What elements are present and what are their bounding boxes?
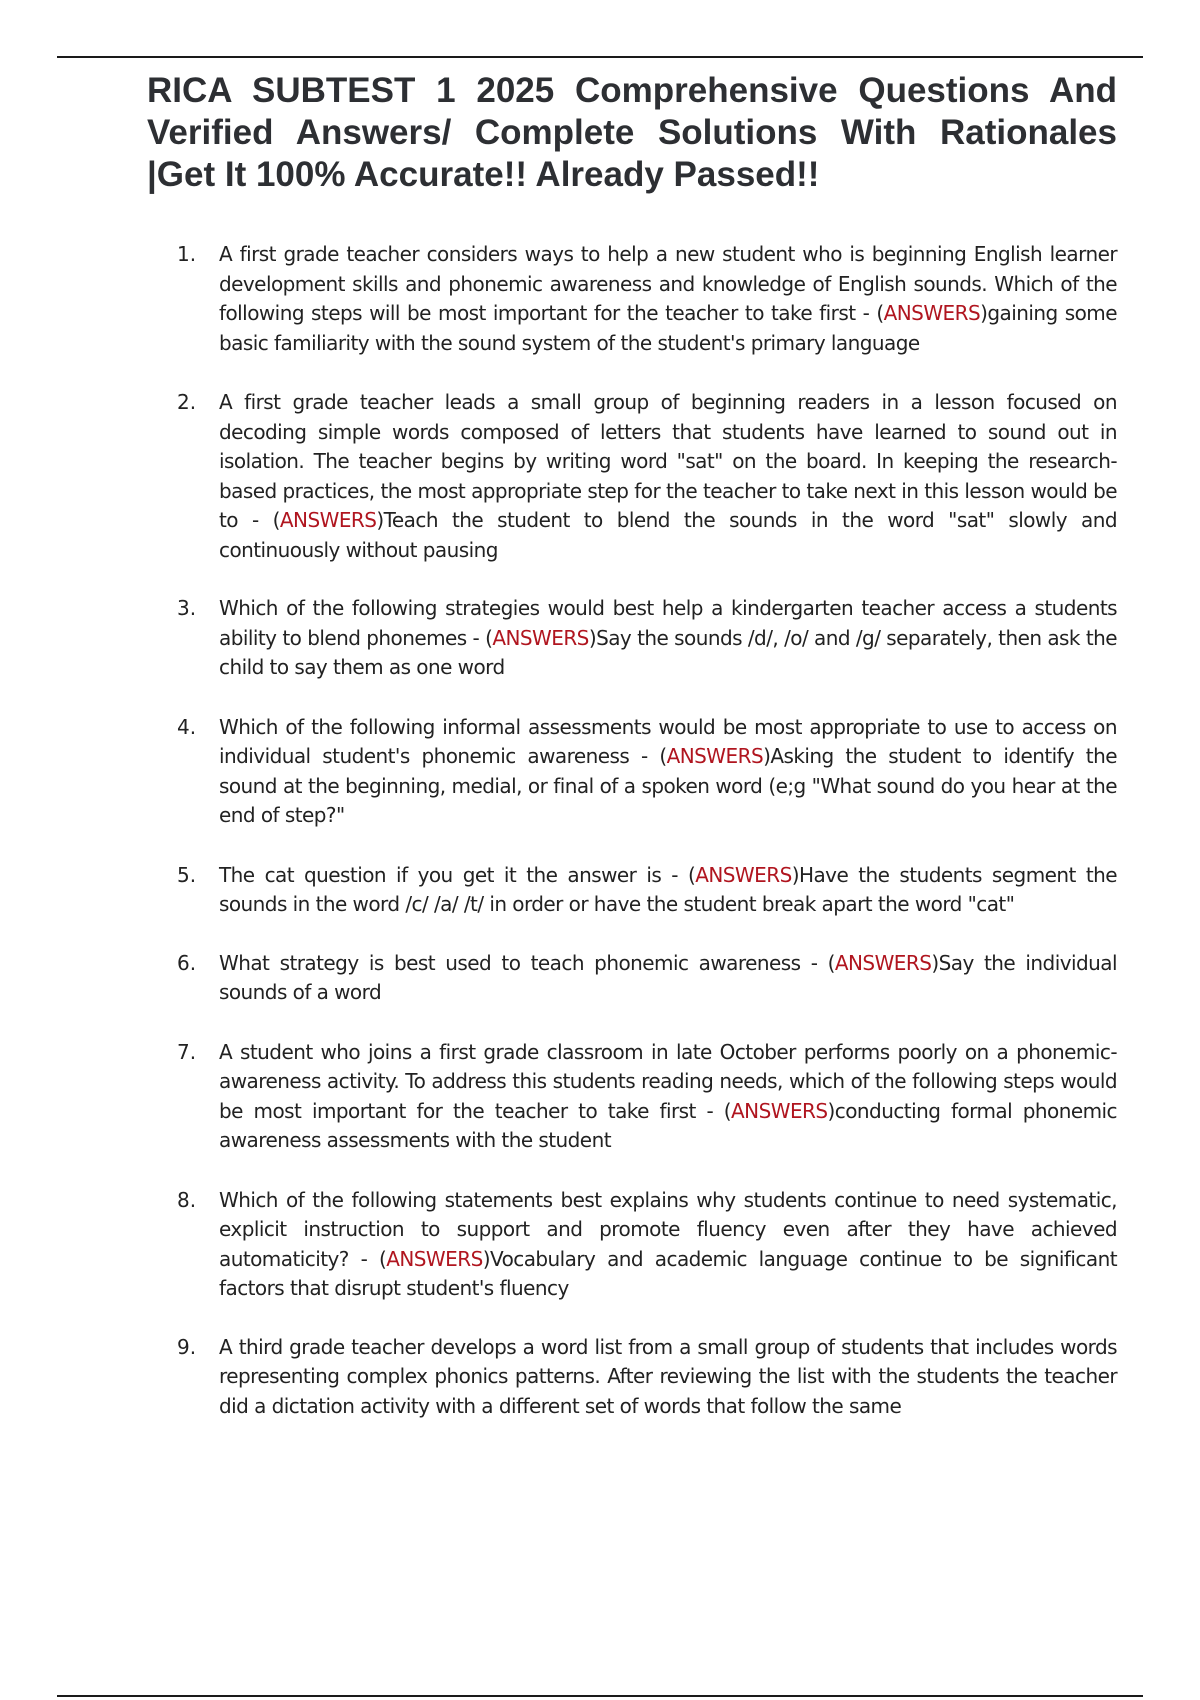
answer-label: ANSWERS: [731, 1098, 828, 1123]
answer-text: )Say the individual sounds of a word: [219, 950, 1117, 1004]
question-number: 4.: [177, 714, 197, 739]
question-item: [147, 861, 1117, 920]
question-item: [147, 240, 1117, 358]
top-rule: [57, 56, 1143, 58]
bottom-rule: [57, 1695, 1143, 1697]
answer-text: )Asking the student to identify the sound at the beginning, medial, or final of a spoken word (e;g "What sound do you hear at the end of step?": [219, 744, 1117, 827]
question-list: [147, 240, 1117, 1421]
answer-text: )conducting formal phonemic awareness assessments with the student: [219, 1098, 1117, 1152]
question-number: 2.: [177, 390, 197, 414]
answer-label: ANSWERS: [386, 1246, 483, 1271]
question-text: A first grade teacher considers ways to help a new student who is beginning English learner development skills and phonemic awareness and knowledge of English sounds. Which of the following steps will be most important for the teacher to take first - (: [219, 242, 1117, 325]
question-text: Which of the following informal assessments would be most appropriate to use to access on individual student's phonemic awareness - (: [219, 714, 1117, 768]
question-item: [147, 1038, 1117, 1156]
question-text: A first grade teacher leads a small group of beginning readers in a lesson focused on decoding simple words composed of letters that students have learned to sound out in isolation. The teacher begins by writing word "sat" on the board. In keeping the research-based practices, the most appropriate step for the teacher to take next in this lesson would be to - (: [219, 390, 1117, 532]
question-item: [147, 1186, 1117, 1304]
answer-text: )gaining some basic familiarity with the sound system of the student's primary language: [219, 301, 1117, 355]
question-item: [147, 1333, 1117, 1422]
document-title: RICA SUBTEST 1 2025 Comprehensive Questions And Verified Answers/ Complete Solutions With Rationales |Get It 100% Accurate!! Already Passed!!: [147, 71, 1117, 194]
question-number: 7.: [177, 1039, 197, 1064]
question-number: 5.: [177, 862, 197, 887]
answer-label: ANSWERS: [695, 862, 792, 887]
question-number: 8.: [177, 1187, 197, 1212]
question-text: The cat question if you get it the answer is - (: [219, 862, 696, 887]
answer-label: ANSWERS: [492, 625, 589, 650]
question-text: What strategy is best used to teach phonemic awareness - (: [219, 950, 835, 975]
answer-label: ANSWERS: [834, 950, 932, 975]
question-number: 9.: [177, 1334, 197, 1359]
answer-label: ANSWERS: [883, 301, 981, 325]
question-item: [147, 713, 1117, 831]
question-item: [147, 388, 1117, 565]
question-number: 3.: [177, 596, 197, 620]
question-text: A student who joins a first grade classroom in late October performs poorly on a phonemic-awareness activity. To address this students reading needs, which of the following steps would be most important for the teacher to take first - (: [219, 1039, 1117, 1123]
question-text: Which of the following strategies would best help a kindergarten teacher access a students ability to blend phonemes - (: [219, 596, 1117, 650]
question-item: [147, 949, 1117, 1008]
answer-text: )Say the sounds /d/, /o/ and /g/ separately, then ask the child to say them as one word: [219, 625, 1117, 679]
question-number: 1.: [177, 242, 197, 266]
question-text: A third grade teacher develops a word list from a small group of students that includes words representing complex phonics patterns. After reviewing the list with the students the teacher did a dictation activity with a different set of words that follow the same: [219, 1334, 1117, 1418]
question-item: [147, 594, 1117, 683]
question-number: 6.: [177, 950, 197, 975]
answer-label: ANSWERS: [279, 508, 377, 532]
question-text: Which of the following statements best explains why students continue to need systematic, explicit instruction to support and promote fluency even after they have achieved automaticity? - (: [219, 1187, 1117, 1271]
answer-text: )Have the students segment the sounds in the word /c/ /a/ /t/ in order or have the student break apart the word "cat": [219, 862, 1118, 916]
answer-label: ANSWERS: [666, 744, 764, 768]
answer-text: )Teach the student to blend the sounds in the word "sat" slowly and continuously without pausing: [219, 508, 1117, 562]
answer-text: )Vocabulary and academic language continue to be significant factors that disrupt student's fluency: [219, 1246, 1117, 1300]
